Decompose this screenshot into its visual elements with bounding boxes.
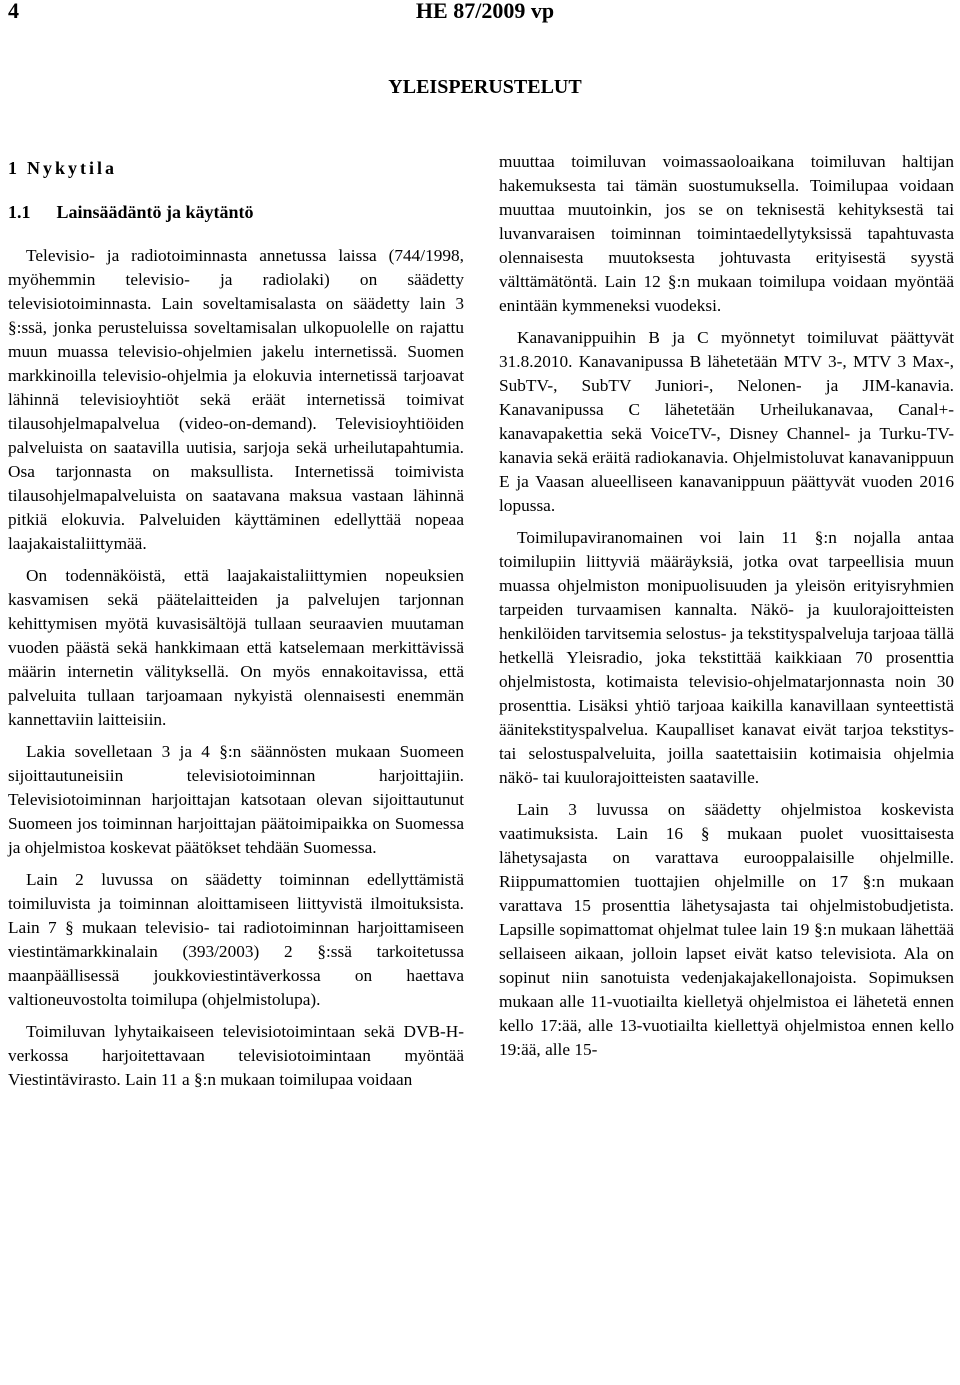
heading-2-text: Lainsäädäntö ja käytäntö bbox=[56, 202, 254, 222]
paragraph-right-2: Kanavanippuihin B ja C myönnetyt toimiluvat päättyvät 31.8.2010. Kanavanipussa B lähetetään MTV 3-, MTV 3 Max-, SubTV-, SubTV Juniori-, Nelonen- ja JIM-kanavia. Kanavanipussa C lähetetään Urheilukanavaa, Canal+-kanavapakettia sekä VoiceTV-, Disney Channel- ja Turku-TV-kanavia sekä eräitä radiokanavia. Ohjelmistoluvat kanavanippuun E ja Vaasan alueelliseen kanavanippuun päättyvät vuoden 2016 lopussa. bbox=[499, 328, 954, 515]
heading-level-2 bbox=[8, 200, 464, 224]
paragraph-left-2: On todennäköistä, että laajakaistaliittymien nopeuksien kasvamisen sekä päätelaitteiden ja palvelujen tarjonnan kehittymisen myötä kuvasisältöjä tullaan seuraavien muutaman vuoden päästä sekä hankkimaan että katselemaan merkittävissä määrin internetin välityksellä. On myös ennakoitavissa, että palveluita tullaan tarjoamaan nykyistä olennaisesti enemmän kannettaviin laitteisiin. bbox=[8, 566, 464, 729]
paragraph-right-1: muuttaa toimiluvan voimassaoloaikana toimiluvan haltijan hakemuksesta tai tämän suostumuksella. Toimilupaa voidaan muuttaa muutoinkin, jos se on teknisestä kehityksestä tai luvanvaraisen toiminnan toimintaedellytyksissä tapahtuvasta olennaisesta muutoksesta johtuvasta erityisestä syystä välttämätöntä. Lain 12 §:n mukaan toimilupa voidaan myöntää enintään kymmeneksi vuodeksi. bbox=[499, 152, 954, 315]
paragraph-left-4: Lain 2 luvussa on säädetty toiminnan edellyttämistä toimiluvista ja toiminnan aloittamiseen liittyvistä ilmoituksista. Lain 7 § mukaan televisio- tai radiotoiminnan harjoittamiseen viestintämarkkinalain (393/2003) 2 §:ssä tarkoitetussa maanpäällisessä joukkoviestintäverkossa on haettava valtioneuvostolta toimilupa (ohjelmistolupa). bbox=[8, 870, 464, 1009]
heading-1-number: 1 bbox=[8, 158, 17, 178]
paragraph-right-3: Toimilupaviranomainen voi lain 11 §:n nojalla antaa toimilupiin liittyviä määräyksiä, jotka ovat tarpeellisia muun muassa ohjelmiston monipuolisuuden ja yleisön erityisryhmien tarpeiden turvaamisen kannalta. Näkö- ja kuulorajoitteisten henkilöiden tarvitsemia selostus- ja tekstityspalveluja tarjoaa tällä hetkellä Yleisradio, joka tekstittää kaikkiaan 70 prosenttia ohjelmistosta, kotimaista televisio-ohjelmatarjonnasta noin 30 prosenttia. Lisäksi yhtiö tarjoaa kaikilla kanavillaan synteettistä äänitekstityspalvelua. Kaupalliset kanavat eivät tarjoa tekstitys- tai selostuspalveluita, joilla saatettaisiin kotimaisia ohjelmia näkö- tai kuulorajoitteisten saataville. bbox=[499, 528, 954, 787]
page-number: 4 bbox=[8, 0, 19, 23]
heading-level-1 bbox=[8, 156, 464, 180]
paragraph-right-4: Lain 3 luvussa on säädetty ohjelmistoa koskevista vaatimuksista. Lain 16 § mukaan puolet vuosittaisesta lähetysajasta on varattava eurooppalaisille ohjelmille. Riippumattomien tuottajien ohjelmille on 17 §:n mukaan varattava 15 prosenttia lähetysajasta tai ohjelmistobudjetista. Lapsille sopimattomat ohjelmat tulee lain 19 §:n mukaan lähettää sellaiseen aikaan, jolloin lapset eivät katso televisiota. Ala on sopinut niin sanotuista vedenjakajakellonajoista. Sopimuksen mukaan alle 11-vuotiailta kielletyä ohjelmistoa ei lähetetä ennen kello 17:ää, alle 13-vuotiailta kiellettyä ohjelmistoa ennen kello 19:ää, alle 15- bbox=[499, 800, 954, 1059]
heading-2-number: 1.1 bbox=[8, 202, 31, 222]
heading-1-text: Nykytila bbox=[27, 158, 118, 178]
left-column bbox=[8, 150, 464, 1092]
paragraph-left-3: Lakia sovelletaan 3 ja 4 §:n säännösten mukaan Suomeen sijoittautuneisiin televisiotoiminnan harjoittajiin. Televisiotoiminnan harjoittajan katsotaan olevan sijoittautunut Suomeen jos toiminnan harjoittajan päätoimipaikka on Suomessa ja ohjelmistoa koskevat päätökset tehdään Suomessa. bbox=[8, 742, 464, 857]
paragraph-left-1: Televisio- ja radiotoiminnasta annetussa laissa (744/1998, myöhemmin televisio- ja radiolaki) on säädetty televisiotoiminnasta. Lain soveltamisalasta on säädetty lain 3 §:ssä, jonka perusteluissa soveltamisalan ulkopuolelle on rajattu muun muassa televisio-ohjelmien jakelu internetissä. Suomen markkinoilla televisio-ohjelmia ja elokuvia internetissä tarjoavat lähinnä televisioyhtiöt sekä eräät internetissä toimivat tilausohjelmapalvelua (video-on-demand). Televisioyhtiöiden palveluista on saatavilla uutisia, sarjoja sekä urheilutapahtumia. Osa tarjonnasta on maksullista. Internetissä toimivista tilausohjelmapalveluista on saatavana maksua vastaan lähinnä pitkiä elokuvia. Palveluiden käyttäminen edellyttää nopeaa laajakaistaliittymää. bbox=[8, 246, 464, 553]
right-column bbox=[499, 150, 954, 1062]
section-title: YLEISPERUSTELUT bbox=[388, 76, 582, 98]
paragraph-left-5: Toimiluvan lyhytaikaiseen televisiotoimintaan sekä DVB-H-verkossa harjoitettavaan televisiotoimintaan myöntää Viestintävirasto. Lain 11 a §:n mukaan toimilupaa voidaan bbox=[8, 1022, 464, 1089]
running-head: HE 87/2009 vp bbox=[415, 0, 555, 23]
